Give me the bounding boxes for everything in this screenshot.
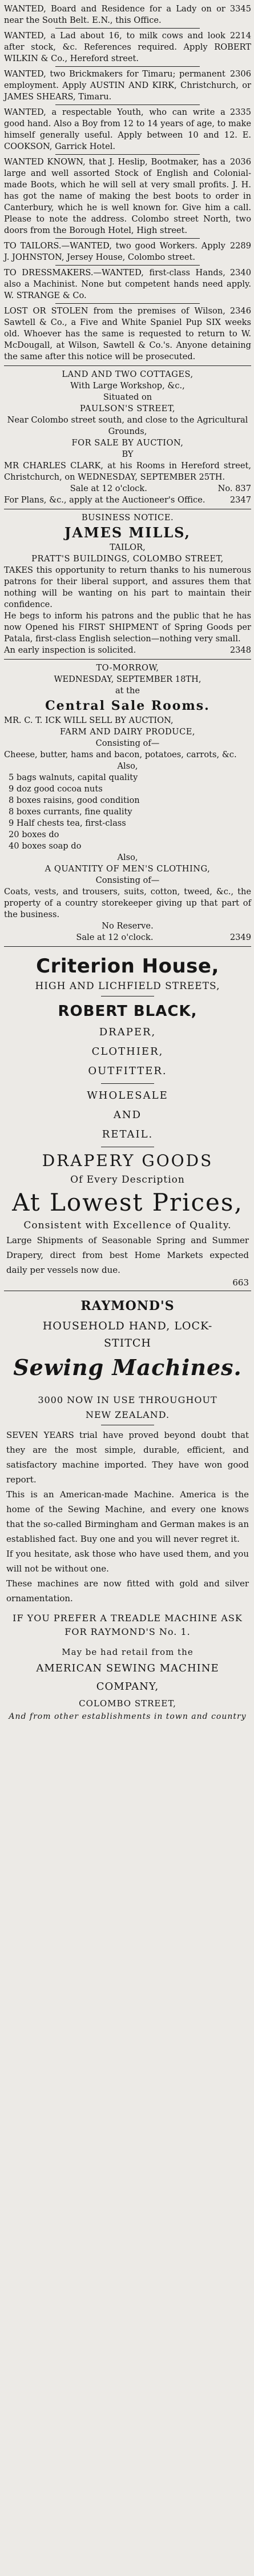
business-notice-james-mills (4, 512, 251, 656)
criterion-house-ad (4, 954, 251, 1288)
central-at: at the (115, 686, 140, 696)
classified-ad-dressmakers (4, 267, 251, 302)
classified-ad-brickmakers (4, 69, 251, 103)
ad-ref-number: 2214 (229, 31, 251, 41)
divider (4, 946, 251, 947)
central-item-list (4, 772, 251, 852)
raymond-had: May be had retail from the (62, 1647, 193, 1657)
divider (55, 154, 200, 155)
criterion-prices: At Lowest Prices, (12, 1188, 243, 1216)
central-also: Also, (117, 853, 138, 862)
auction-ref: No. 837 (217, 484, 251, 493)
ad-text: WANTED, Board and Residence for a Lady on or near the South Belt. E.N., this Office. (4, 4, 225, 25)
business-place: PRATT'S BUILDINGS, COLOMBO STREET, (31, 554, 224, 564)
raymond-para: This is an American-made Machine. America is the home of the Sewing Machine, and every one knows that the so-called Birmingham and German makes is an established fact. Buy one and you will never regret it. (6, 1489, 249, 1544)
criterion-quality: Consistent with Excellence of Quality. (23, 1220, 232, 1231)
list-item: 9 Half chests tea, first-class (9, 818, 126, 828)
central-clothing: A QUANTITY OF MEN'S CLOTHING, (45, 864, 211, 874)
ad-text: TO TAILORS.—WANTED, two good Workers. Apply J. JOHNSTON, Jersey House, Colombo street. (4, 241, 225, 262)
ad-ref-number: 2348 (229, 645, 251, 655)
list-item: 8 boxes currants, fine quality (9, 807, 132, 817)
auction-line: BY (122, 449, 134, 459)
raymond-line: STITCH (104, 1337, 151, 1349)
ad-ref-number: 2289 (229, 241, 251, 251)
divider (55, 28, 200, 29)
ad-text: WANTED KNOWN, that J. Heslip, Bootmaker, has a large and well assorted Stock of English and Colonial-made Boots, which he will sell at very small profits. J. H. has got the name of making the best boots to order in Canterbury, which he is well known for. Give him a call. Please to note the address. Colombo street North, two doors from the Borough Hotel, High street. (4, 157, 251, 235)
list-item: 5 bags walnuts, capital quality (9, 773, 138, 782)
central-body: FARM AND DAIRY PRODUCE, (59, 727, 196, 737)
classified-ad-bootmaker (4, 156, 251, 236)
ad-text: WANTED, a respectable Youth, who can write a good hand. Also a Boy from 12 to 14 years of age, to make himself generally useful. Apply between 10 and 12. E. COOKSON, Garrick Hotel. (4, 107, 251, 151)
central-consisting: Consisting of— (95, 875, 160, 885)
raymond-nz: NEW ZEALAND. (85, 1409, 170, 1420)
criterion-subtitle: HIGH AND LICHFIELD STREETS, (35, 980, 220, 992)
divider (55, 238, 200, 239)
classified-ad-lost-pup (4, 306, 251, 363)
criterion-role: OUTFITTER. (88, 1065, 167, 1077)
raymond-sold: 3000 NOW IN USE THROUGHOUT (38, 1395, 217, 1405)
criterion-goods: DRAPERY GOODS (42, 1151, 213, 1170)
ad-ref-number: 663 (232, 1277, 249, 1288)
criterion-role: CLOTHIER, (91, 1046, 164, 1058)
central-reserve: No Reserve. (102, 921, 154, 931)
raymond-para: SEVEN YEARS trial have proved beyond doubt that they are the most simple, durable, efficient, and satisfactory machine imported. They have won good report. (6, 1430, 249, 1485)
business-early: An early inspection is solicited. (4, 645, 136, 655)
business-para: TAKES this opportunity to return thanks to his numerous patrons for their liberal support, and assures them that nothing will be wanting on his part to maintain their confidence. (4, 565, 251, 609)
raymond-para: If you hesitate, ask those who have used them, and you will not be without one. (6, 1549, 249, 1574)
auction-land-cottages (4, 369, 251, 506)
ad-ref-number: 2347 (229, 495, 251, 505)
raymond-title: RAYMOND'S (80, 1299, 175, 1313)
central-body: Consisting of— (95, 738, 160, 748)
list-item: 8 boxes raisins, good condition (9, 795, 140, 805)
criterion-and: AND (113, 1109, 142, 1121)
ad-text: WANTED, two Brickmakers for Timaru; permanent employment. Apply AUSTIN AND KIRK, Christchurch, or JAMES SHEARS, Timaru. (4, 69, 251, 102)
central-sale-rooms-notice (4, 662, 251, 943)
auction-line: Situated on (103, 392, 152, 402)
central-sale: Sale at 12 o'clock. (76, 933, 154, 942)
raymond-street: COLOMBO STREET, (79, 1698, 176, 1709)
auction-plans: For Plans, &c., apply at the Auctioneer's Office. (4, 495, 205, 505)
central-date: WEDNESDAY, SEPTEMBER 18TH, (54, 674, 201, 684)
business-name: JAMES MILLS, (64, 524, 191, 541)
raymond-treadle: IF YOU PREFER A TREADLE MACHINE ASK FOR RAYMOND'S No. 1. (13, 1613, 243, 1637)
ad-ref-number: 2349 (229, 933, 251, 942)
ad-ref-number: 2346 (229, 306, 251, 316)
raymond-footer: And from other establishments in town and country (9, 1712, 247, 1721)
raymond-company: AMERICAN SEWING MACHINE (36, 1662, 219, 1674)
auction-time: Sale at 12 o'clock. (70, 484, 147, 493)
auction-heading: LAND AND TWO COTTAGES, (62, 369, 193, 379)
ad-ref-number: 2306 (229, 69, 251, 79)
business-trade: TAILOR, (110, 542, 146, 552)
central-title: Central Sale Rooms. (45, 698, 210, 713)
criterion-goods-sub: Of Every Description (70, 1174, 185, 1185)
business-para: He begs to inform his patrons and the public that he has now Opened his FIRST SHIPMENT of Spring Goods per Patala, first-class English selection—nothing very small. (4, 611, 251, 644)
auction-line: FOR SALE BY AUCTION, (71, 438, 184, 448)
classified-ad-tailors (4, 240, 251, 263)
divider (55, 66, 200, 67)
ad-text: LOST OR STOLEN from the premises of Wilson, Sawtell & Co., a Five and White Spaniel Pup SIX weeks old. Whoever has the same is requested to return to W. McDougall, at Wilson, Sawtell & Co.'s. Anyone detaining the same after this notice will be prosecuted. (4, 306, 251, 361)
raymond-para: These machines are now fitted with gold and silver ornamentation. (6, 1578, 249, 1604)
business-heading: BUSINESS NOTICE. (81, 513, 174, 523)
raymond-sewing: Sewing Machines. (13, 1355, 242, 1380)
list-item: 9 doz good cocoa nuts (9, 784, 103, 794)
list-item: 20 boxes do (9, 830, 59, 839)
raymond-company: COMPANY, (96, 1681, 159, 1693)
central-clothing-body: Coats, vests, and trousers, suits, cotton, tweed, &c., the property of a country storekeeper giving up that part of the business. (4, 887, 251, 919)
auction-line: With Large Workshop, &c., (70, 381, 185, 391)
raymond-sewing-ad (4, 1295, 251, 1722)
ad-ref-number: 2036 (229, 157, 251, 167)
classified-ad-youth-wanted (4, 107, 251, 152)
divider (4, 365, 251, 366)
classified-ad-board-residence (4, 0, 251, 26)
list-item: 40 boxes soap do (9, 841, 82, 851)
criterion-wholesale: WHOLESALE (87, 1090, 168, 1102)
criterion-body: Large Shipments of Seasonable Spring and Summer Drapery, direct from best Home Markets expected daily per vessels now due. (6, 1235, 249, 1275)
criterion-name: ROBERT BLACK, (58, 1003, 197, 1020)
central-tomorrow: TO-MORROW, (96, 663, 159, 673)
classified-ad-lad-wanted (4, 30, 251, 65)
auction-body: MR CHARLES CLARK, at his Rooms in Hereford street, Christchurch, on WEDNESDAY, SEPTEMBER 25TH. (4, 461, 251, 482)
criterion-title: Criterion House, (36, 955, 219, 978)
ad-ref-number: 2335 (229, 107, 251, 117)
raymond-line: HOUSEHOLD HAND, LOCK- (42, 1320, 213, 1332)
auction-line: Near Colombo street south, and close to the Agricultural Grounds, (7, 415, 248, 436)
divider (4, 659, 251, 660)
criterion-role: DRAPER, (99, 1026, 156, 1038)
divider (55, 303, 200, 304)
central-also: Also, (117, 761, 138, 771)
criterion-retail: RETAIL. (102, 1128, 154, 1140)
auction-street: PAULSON'S STREET, (79, 404, 176, 413)
divider (101, 1083, 154, 1084)
central-body: MR. C. T. ICK WILL SELL BY AUCTION, (4, 716, 174, 725)
ad-text: WANTED, a Lad about 16, to milk cows and look after stock, &c. References required. Apply ROBERT WILKIN & Co., Hereford street. (4, 31, 251, 63)
ad-ref-number: 2340 (229, 268, 251, 278)
ad-text: TO DRESSMAKERS.—WANTED, first-class Hands, also a Machinist. None but competent hands need apply. W. STRANGE & Co. (4, 268, 251, 300)
ad-ref-number: 3345 (229, 4, 251, 14)
divider (55, 265, 200, 266)
central-body: Cheese, butter, hams and bacon, potatoes, carrots, &c. (4, 750, 237, 759)
